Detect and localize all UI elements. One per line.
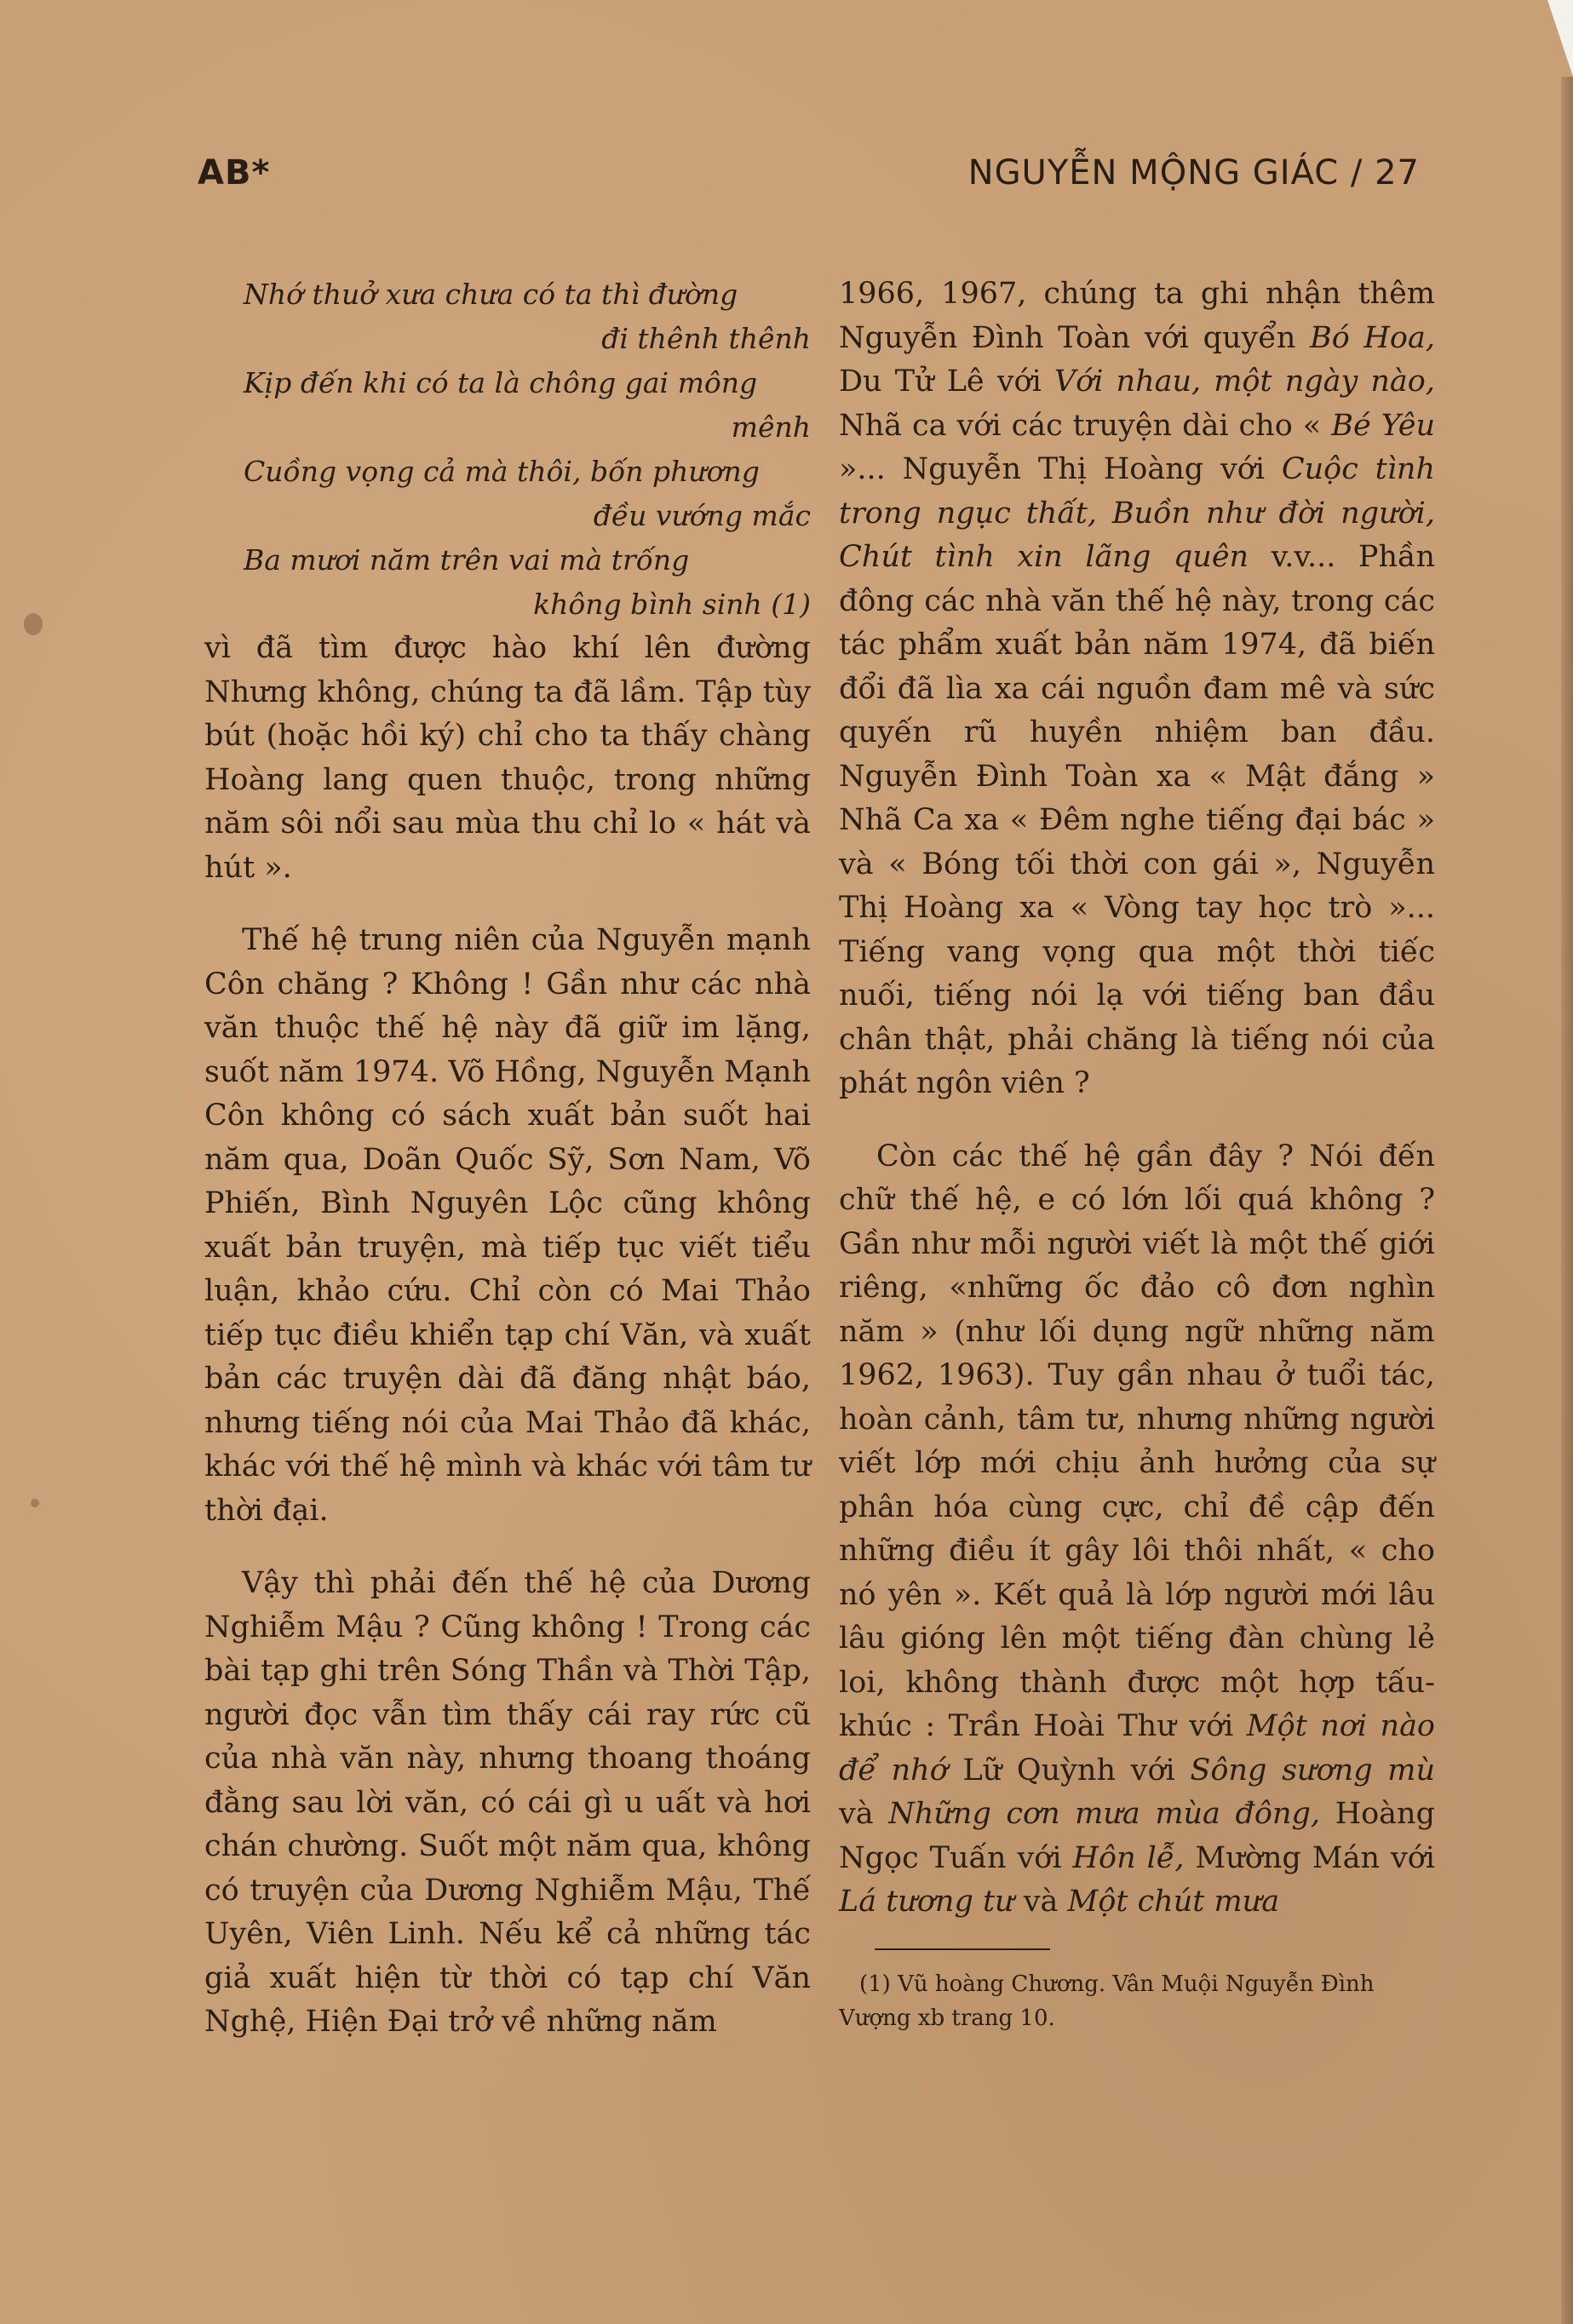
body-paragraph: Vậy thì phải đến thế hệ của Dương Nghiễm Mậu ? Cũng không ! Trong các bài tạp ghi trên Sóng Thần và Thời Tập, người đọc vẫn tìm thấy cái ray rức cũ của nhà văn này, nhưng thoang thoáng đằng sau lời văn, có cái gì u uất và hơi chán chường. Suốt một năm qua, không có truyện của Dương Nghiễm Mậu, Thế Uyên, Viên Linh. Nếu kể cả những tác giả xuất hiện từ thời có tạp chí Văn Nghệ, Hiện Đại trở về những năm — [204, 1566, 811, 2039]
italic-title-run: Hôn lễ, — [1072, 1840, 1185, 1875]
text-run: 1966, 1967, chúng ta ghi nhận thêm Nguyễn Đình Toàn với quyển — [839, 277, 1435, 355]
italic-title-run: Lá tương tư — [839, 1885, 1014, 1919]
text-run: v.v... Phần đông các nhà văn thế hệ này, trong các tác phẩm xuất bản năm 1974, đã biến đổi đã lìa xa cái nguồn đam mê và sức quyến rũ huyền nhiệm ban đầu. Nguyễn Đình Toàn xa « Mật đắng » Nhã Ca xa « Đêm nghe tiếng đại bác » và « Bóng tối thời con gái », Nguyễn Thị Hoàng xa « Vòng tay học trò »... Tiếng vang vọng qua một thời tiếc nuối, tiếng nói lạ với tiếng ban đầu chân thật, phải chăng là tiếng nói của phát ngôn viên ? — [839, 540, 1436, 1100]
italic-title-run: Những cơn mưa mùa đông, — [888, 1797, 1321, 1831]
poem-quote — [204, 273, 811, 627]
body-paragraph — [839, 1135, 1435, 1925]
poem-line: Ba mươi năm trên vai mà trống — [244, 543, 690, 577]
text-run: Hoàng Ngọc Tuấn với — [839, 1797, 1435, 1875]
header-left: AB* — [198, 153, 271, 192]
italic-title-run: Sông sương mù — [1190, 1753, 1436, 1787]
footnote-rule — [875, 1948, 1050, 1950]
stain-mark — [31, 1499, 39, 1507]
right-column — [839, 273, 1435, 2035]
poem-line-cont: đi thênh thênh — [601, 322, 811, 355]
poem-line: Kịp đến khi có ta là chông gai mông — [244, 366, 758, 399]
italic-title-run: Bé Yêu — [1331, 408, 1435, 443]
poem-line-cont: không bình sinh (1) — [533, 588, 811, 621]
text-run: Còn các thế hệ gần đây ? Nói đến chữ thế hệ, e có lớn lối quá không ? Gần như mỗi người viết là một thế giới riêng, «những ốc đảo cô đơn nghìn năm » (như lối dụng ngữ những năm 1962, 1963). Tuy gần nhau ở tuổi tác, hoàn cảnh, tâm tư, nhưng những người viết lớp mới chịu ảnh hưởng của sự phân hóa cùng cực, chỉ đề cập đến những điều ít gây lôi thôi nhất, « cho nó yên ». Kết quả là lớp người mới lâu lâu gióng lên một tiếng đàn chùng lẻ loi, không thành được một hợp tấu-khúc : Trần Hoài Thư với — [839, 1139, 1435, 1743]
body-paragraph: Thế hệ trung niên của Nguyễn mạnh Côn chăng ? Không ! Gần như các nhà văn thuộc thế hệ này đã giữ im lặng, suốt năm 1974. Võ Hồng, Nguyễn Mạnh Côn không có sách xuất bản suốt hai năm qua, Doãn Quốc Sỹ, Sơn Nam, Võ Phiến, Bình Nguyên Lộc cũng không xuất bản truyện, mà tiếp tục viết tiểu luận, khảo cứu. Chỉ còn có Mai Thảo tiếp tục điều khiển tạp chí Văn, và xuất bản các truyện dài đã đăng nhật báo, nhưng tiếng nói của Mai Thảo đã khác, khác với thế hệ mình và khác với tâm tư thời đại. — [204, 923, 811, 1528]
text-run: »... Nguyễn Thị Hoàng với — [839, 452, 1282, 486]
italic-title-run: Bó Hoa, — [1310, 320, 1435, 355]
poem-line: Cuồng vọng cả mà thôi, bốn phương — [244, 455, 760, 488]
body-paragraph: vì đã tìm được hào khí lên đường Nhưng không, chúng ta đã lầm. Tập tùy bút (hoặc hồi ký) chỉ cho ta thấy chàng Hoàng lang quen thuộc, trong những năm sôi nổi sau mùa thu chỉ lo « hát và hút ». — [204, 631, 811, 885]
text-run: và — [1013, 1885, 1068, 1919]
text-run: và — [839, 1797, 889, 1831]
header-right-page-number: NGUYỄN MỘNG GIÁC / 27 — [967, 153, 1420, 192]
text-run: Nhã ca với các truyện dài cho « — [839, 408, 1332, 443]
stain-mark — [24, 613, 43, 635]
italic-title-run: Với nhau, một ngày nào, — [1053, 364, 1435, 399]
poem-line-cont: đều vướng mắc — [593, 499, 811, 532]
text-run: Lữ Quỳnh với — [947, 1753, 1191, 1787]
body-paragraph — [839, 273, 1435, 1106]
page-edge-shadow — [1561, 77, 1573, 2324]
footnote: (1) Vũ hoàng Chương. Vân Muội Nguyễn Đình Vượng xb trang 10. — [839, 1971, 1375, 2031]
left-column — [204, 273, 811, 2045]
poem-line: Nhớ thuở xưa chưa có ta thì đường — [244, 278, 738, 311]
italic-title-run: Cuộc tình trong ngục thất, Buồn như đời người, Chút tình xin lãng quên — [839, 452, 1435, 574]
italic-title-run: Một chút mưa — [1067, 1885, 1280, 1919]
italic-title-run: Một nơi nào để nhớ — [839, 1709, 1436, 1787]
text-run: Mường Mán với — [1184, 1840, 1436, 1875]
poem-line-cont: mênh — [731, 410, 811, 444]
torn-corner — [1547, 0, 1573, 77]
text-run: Du Tử Lê với — [839, 364, 1054, 399]
